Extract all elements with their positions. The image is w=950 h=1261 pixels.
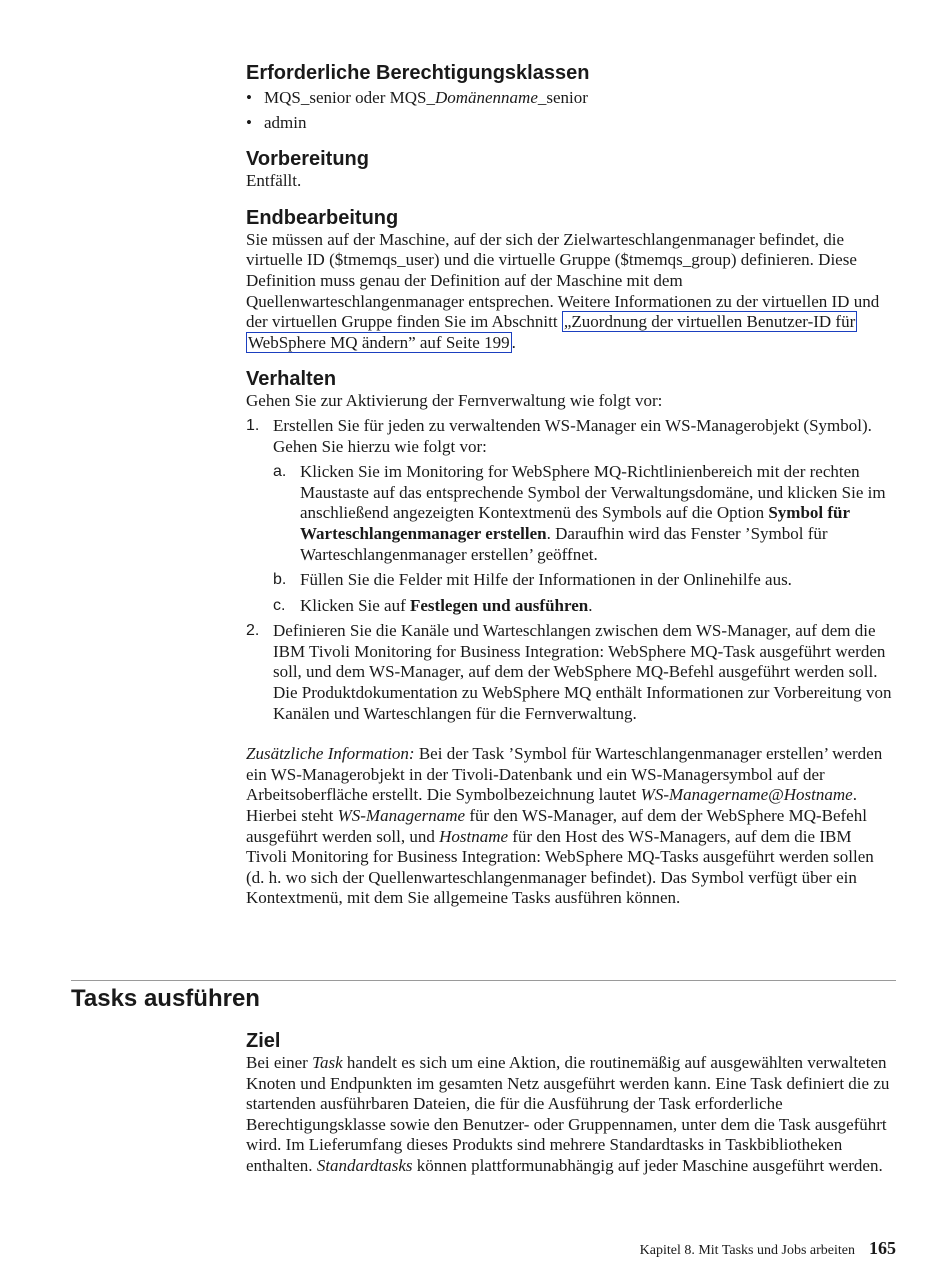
step-item — [246, 416, 896, 616]
paragraph-text: Bei der Task ’Symbol für Warteschlangenmanager erstellen’ werden ein WS-Managerobjekt in der Tivoli-Datenbank und ein WS-Managersymbol auf der Arbeitsoberfläche erstellt. Die Symbolbezeichnung lautet — [246, 744, 883, 805]
berechtigung-list — [246, 88, 896, 133]
steps-list — [246, 416, 896, 724]
paragraph-text: Sie müssen auf der Maschine, auf der sich der Zielwarteschlangenmanager befindet, die virtuelle ID ($tmemqs_user) und die virtuelle Gruppe ($tmemqs_group) definieren. Diese Definition muss genau der Definition auf der Maschine mit dem Quellenwarteschlangenmanager entsprechen. Weitere Informationen zu der virtuellen ID und der virtuellen Gruppe finden Sie im Abschnitt — [246, 229, 880, 332]
substep-bold: Symbol für Warteschlangenmanager erstellen — [300, 503, 850, 543]
list-item — [246, 88, 896, 109]
substep-bold: Festlegen und ausführen — [410, 595, 589, 615]
lower-content — [246, 1029, 896, 1177]
vorbereitung-text: Entfällt. — [246, 171, 302, 191]
page-footer — [640, 1238, 896, 1261]
item-text: _senior — [537, 88, 588, 107]
substep-text: Klicken Sie im Monitoring for WebSphere MQ-Richtlinienbereich mit der rechten Maustaste auf das entsprechende Symbol der Verwaltungsdomäne, und klicken Sie im anschließend angezeigten Kontextmenü des Symbols auf die Option — [300, 462, 886, 523]
substep-label: c. — [273, 596, 286, 614]
step-text: Erstellen Sie für jeden zu verwaltenden WS-Manager ein WS-Managerobjekt (Symbol). Gehen Sie hierzu wie folgt vor: — [273, 415, 872, 456]
page-number: 165 — [869, 1238, 896, 1258]
heading-endbearbeitung: Endbearbeitung — [246, 206, 399, 229]
step-text: Definieren Sie die Kanäle und Warteschlangen zwischen dem WS-Manager, auf dem die IBM Tivoli Monitoring for Business Integration: WebSphere MQ-Task ausgeführt werden soll, und dem WS-Manager, auf dem der WebSphere MQ-Befehl ausgeführt werden soll. Die Produktdokumentation zu WebSphere MQ enthält Informationen zur Vorbereitung von Kanälen und Warteschlangen für die Fernverwaltung. — [273, 621, 892, 723]
step-number: 2. — [246, 622, 260, 640]
section-ziel — [246, 1029, 896, 1177]
paragraph-text: . — [511, 332, 516, 352]
step-number: 1. — [246, 416, 260, 434]
paragraph-italic: Standardtasks — [316, 1155, 413, 1175]
section-endbearbeitung — [246, 206, 896, 354]
item-italic: Domänenname — [434, 88, 538, 107]
paragraph-italic: Task — [312, 1053, 343, 1072]
section-vorbereitung — [246, 147, 896, 192]
heading-ziel: Ziel — [246, 1030, 281, 1052]
upper-content — [246, 61, 896, 923]
substep-item — [273, 462, 896, 565]
paragraph-italic: WS-Managername@Hostname — [640, 785, 853, 805]
substep-label: a. — [273, 463, 287, 481]
substeps-list — [273, 462, 896, 616]
substep-label: b. — [273, 571, 287, 589]
step-item — [246, 621, 896, 724]
section-divider — [71, 980, 896, 981]
cross-reference-link[interactable]: „Zuordnung der virtuellen Benutzer-ID für WebSphere MQ ändern” auf Seite 199 — [248, 312, 856, 352]
zusatz-label: Zusätzliche Information: — [246, 744, 415, 764]
main-heading-tasks: Tasks ausführen — [71, 985, 260, 1012]
item-text: MQS_senior oder MQS_ — [264, 88, 435, 107]
paragraph-text: für den WS-Manager, auf dem der WebSphere MQ-Befehl ausgeführt werden soll, und — [246, 806, 867, 846]
substep-text: . Daraufhin wird das Fenster ’Symbol für Warteschlangenmanager erstellen’ geöffnet. — [300, 523, 828, 564]
list-item: • admin — [246, 113, 896, 134]
heading-vorbereitung: Vorbereitung — [246, 148, 369, 171]
paragraph-italic: WS-Managername — [337, 806, 466, 826]
ziel-text — [246, 1053, 896, 1177]
paragraph-text: für den Host des WS-Managers, auf dem die IBM Tivoli Monitoring for Business Integration: WebSphere MQ-Tasks ausgeführt werden sollen (d. h. wo sich der Quellenwarteschlangenmanager befindet). Das Symbol verfügt über ein Kontextmenü, mit dem Sie allgemeine Tasks ausführen können. — [246, 826, 874, 908]
footer-chapter: Kapitel 8. Mit Tasks und Jobs arbeiten — [639, 1243, 855, 1258]
paragraph-text: . Hierbei steht — [246, 785, 857, 826]
endbearbeitung-text — [246, 230, 896, 354]
section-verhalten — [246, 367, 896, 909]
heading-berechtigungsklassen: Erforderliche Berechtigungsklassen — [246, 62, 590, 84]
substep-text: Füllen Sie die Felder mit Hilfe der Informationen in der Onlinehilfe aus. — [300, 570, 792, 590]
substep-item — [273, 596, 896, 617]
substep-item — [273, 570, 896, 591]
paragraph-text: handelt es sich um eine Aktion, die routinemäßig auf ausgewählten verwalteten Knoten und Endpunkten im gesamten Netz ausgeführt werden kann. Eine Task definiert die zu startenden ausführbaren Dateien, die für die Ausführung der Task erforderliche Berechtigungsklasse sowie den Benutzer- oder Gruppennamen, unter dem die Task ausgeführt wird. Im Lieferumfang dieses Produkts sind mehrere Standardtasks in Taskbibliotheken enthalten. — [246, 1053, 890, 1175]
section-berechtigung — [246, 61, 896, 133]
verhalten-intro: Gehen Sie zur Aktivierung der Fernverwaltung wie folgt vor: — [246, 391, 663, 411]
substep-text: Klicken Sie auf — [300, 595, 410, 615]
paragraph-italic: Hostname — [439, 826, 509, 846]
heading-verhalten: Verhalten — [246, 368, 337, 391]
paragraph-text: Bei einer — [246, 1053, 313, 1072]
zusatz-paragraph — [246, 744, 896, 909]
paragraph-text: können plattformunabhängig auf jeder Maschine ausgeführt werden. — [412, 1155, 883, 1175]
substep-text: . — [588, 595, 593, 615]
